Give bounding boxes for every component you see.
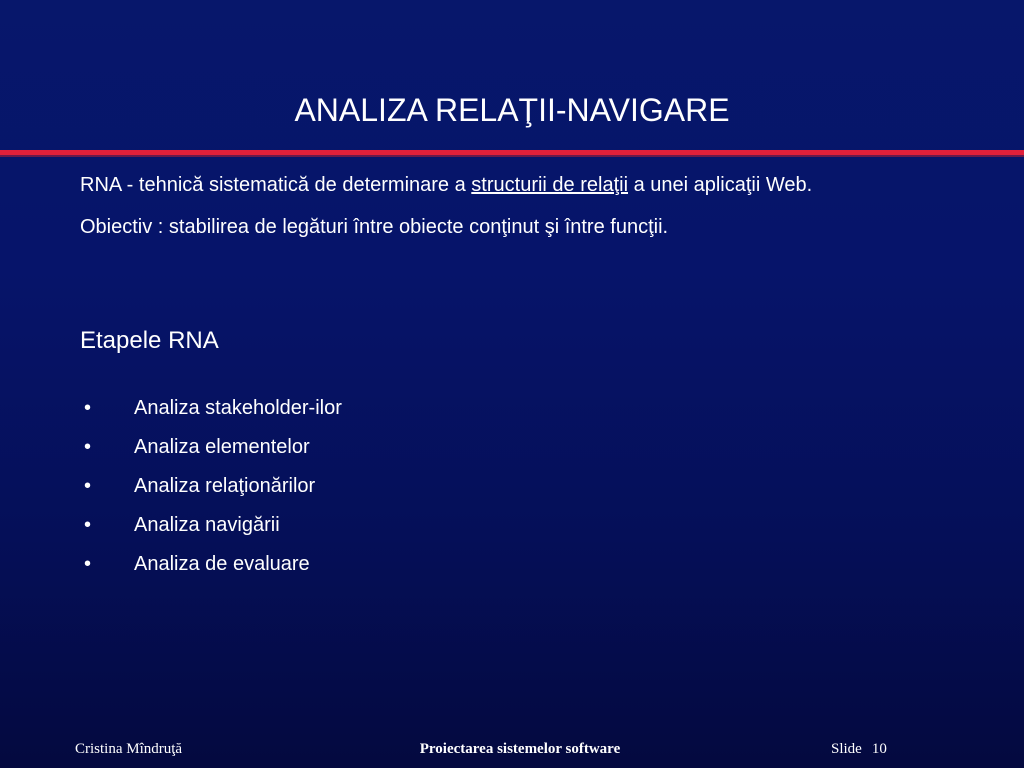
footer-slide-number: 10 xyxy=(871,741,887,757)
list-item xyxy=(80,393,342,423)
bullet-icon: • xyxy=(84,553,92,575)
slide-title: ANALIZA RELAŢII-NAVIGARE xyxy=(294,92,730,128)
list-item-text: Analiza navigării xyxy=(134,514,280,536)
bullet-icon: • xyxy=(84,436,92,458)
bullet-icon: • xyxy=(84,514,92,536)
list-item xyxy=(80,510,342,540)
section-heading: Etapele RNA xyxy=(80,327,219,354)
title-divider xyxy=(0,150,1024,155)
stages-list xyxy=(80,393,342,588)
definition-paragraph xyxy=(80,170,980,200)
list-item xyxy=(80,432,342,462)
definition-link[interactable]: structurii de relaţii xyxy=(471,174,629,196)
bullet-icon: • xyxy=(84,475,92,497)
list-item-text: Analiza relaţionărilor xyxy=(134,475,316,497)
footer-slide-label: Slide xyxy=(831,741,862,757)
slide-footer xyxy=(0,737,1024,761)
footer-slide-counter xyxy=(831,737,887,761)
footer-author: Cristina Mîndruţă xyxy=(75,741,183,757)
definition-text-after: a unei aplicaţii Web. xyxy=(628,174,813,196)
list-item-text: Analiza stakeholder-ilor xyxy=(134,397,342,419)
list-item-text: Analiza de evaluare xyxy=(134,553,310,575)
list-item xyxy=(80,471,342,501)
definition-text-before: RNA - tehnică sistematică de determinare a xyxy=(80,174,472,196)
objective-paragraph: Obiectiv : stabilirea de legături între obiecte conţinut şi între funcţii. xyxy=(80,216,669,238)
footer-course-title: Proiectarea sistemelor software xyxy=(419,741,621,757)
slide-body xyxy=(80,170,980,254)
list-item-text: Analiza elementelor xyxy=(134,436,310,458)
list-item xyxy=(80,549,342,579)
bullet-icon: • xyxy=(84,397,92,419)
